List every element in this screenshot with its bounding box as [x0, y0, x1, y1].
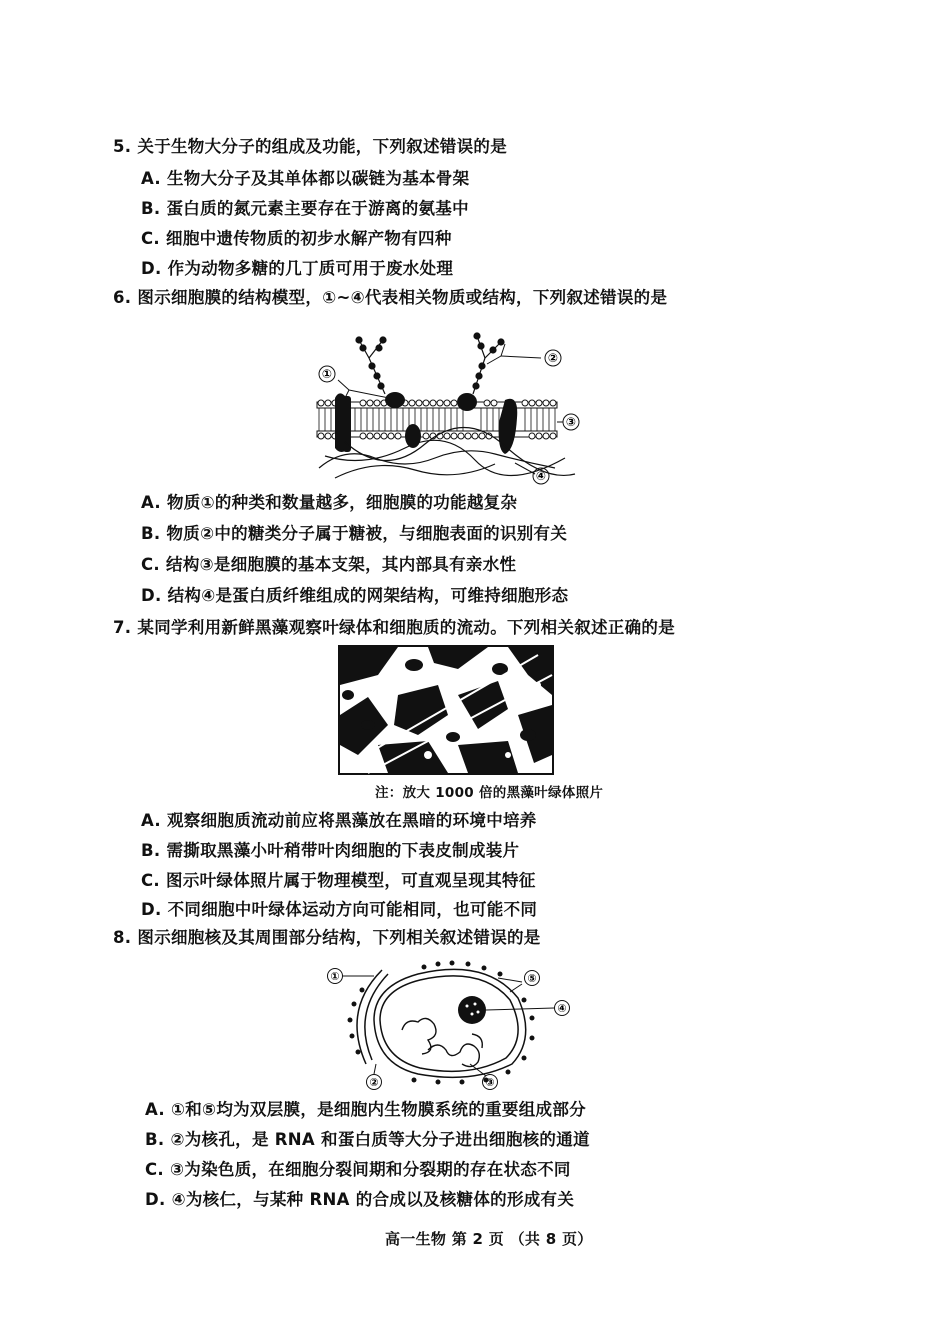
chloroplast-photo: [338, 645, 554, 775]
membrane-label-1: ①: [321, 367, 333, 381]
question-6-option-c: C. 结构③是细胞膜的基本支架，其内部具有亲水性: [141, 555, 517, 574]
question-7-option-c: C. 图示叶绿体照片属于物理模型，可直观呈现其特征: [141, 871, 536, 890]
page-footer: 高一生物 第 2 页 （共 8 页）: [385, 1230, 593, 1248]
membrane-label-4: ④: [535, 469, 547, 483]
question-8-option-c: C. ③为染色质，在细胞分裂间期和分裂期的存在状态不同: [145, 1160, 571, 1179]
question-6-option-d: D. 结构④是蛋白质纤维组成的网架结构，可维持细胞形态: [141, 586, 569, 605]
question-8-option-b: B. ②为核孔，是 RNA 和蛋白质等大分子进出细胞核的通道: [145, 1130, 590, 1149]
question-5-stem: 5. 关于生物大分子的组成及功能，下列叙述错误的是: [113, 137, 507, 156]
nucleus-label-1: ①: [330, 970, 340, 983]
cell-membrane-diagram: [305, 318, 595, 488]
membrane-label-3: ③: [565, 415, 577, 429]
question-7-option-a: A. 观察细胞质流动前应将黑藻放在黑暗的环境中培养: [141, 811, 537, 830]
question-6-stem: 6. 图示细胞膜的结构模型，①~④代表相关物质或结构，下列叙述错误的是: [113, 288, 668, 307]
question-7-option-d: D. 不同细胞中叶绿体运动方向可能相同，也可能不同: [141, 900, 538, 919]
nucleus-label-4: ④: [557, 1002, 567, 1015]
nucleus-label-2: ②: [369, 1076, 379, 1089]
nucleus-label-3: ③: [485, 1076, 495, 1089]
question-6-option-a: A. 物质①的种类和数量越多，细胞膜的功能越复杂: [141, 493, 518, 512]
question-7-option-b: B. 需撕取黑藻小叶稍带叶肉细胞的下表皮制成装片: [141, 841, 520, 860]
question-5-option-c: C. 细胞中遗传物质的初步水解产物有四种: [141, 229, 452, 248]
question-7-stem: 7. 某同学利用新鲜黑藻观察叶绿体和细胞质的流动。下列相关叙述正确的是: [113, 618, 675, 637]
membrane-label-2: ②: [547, 351, 559, 365]
question-5-option-b: B. 蛋白质的氮元素主要存在于游离的氨基中: [141, 199, 469, 218]
nucleus-label-5: ⑤: [527, 972, 537, 985]
question-5-option-a: A. 生物大分子及其单体都以碳链为基本骨架: [141, 169, 470, 188]
question-5-option-d: D. 作为动物多糖的几丁质可用于废水处理: [141, 259, 454, 278]
photo-caption: 注：放大 1000 倍的黑藻叶绿体照片: [375, 785, 604, 801]
nucleus-diagram: [322, 960, 578, 1092]
question-6-option-b: B. 物质②中的糖类分子属于糖被，与细胞表面的识别有关: [141, 524, 568, 543]
question-8-stem: 8. 图示细胞核及其周围部分结构，下列相关叙述错误的是: [113, 928, 541, 947]
question-8-option-d: D. ④为核仁，与某种 RNA 的合成以及核糖体的形成有关: [145, 1190, 575, 1209]
question-8-option-a: A. ①和⑤均为双层膜，是细胞内生物膜系统的重要组成部分: [145, 1100, 586, 1119]
